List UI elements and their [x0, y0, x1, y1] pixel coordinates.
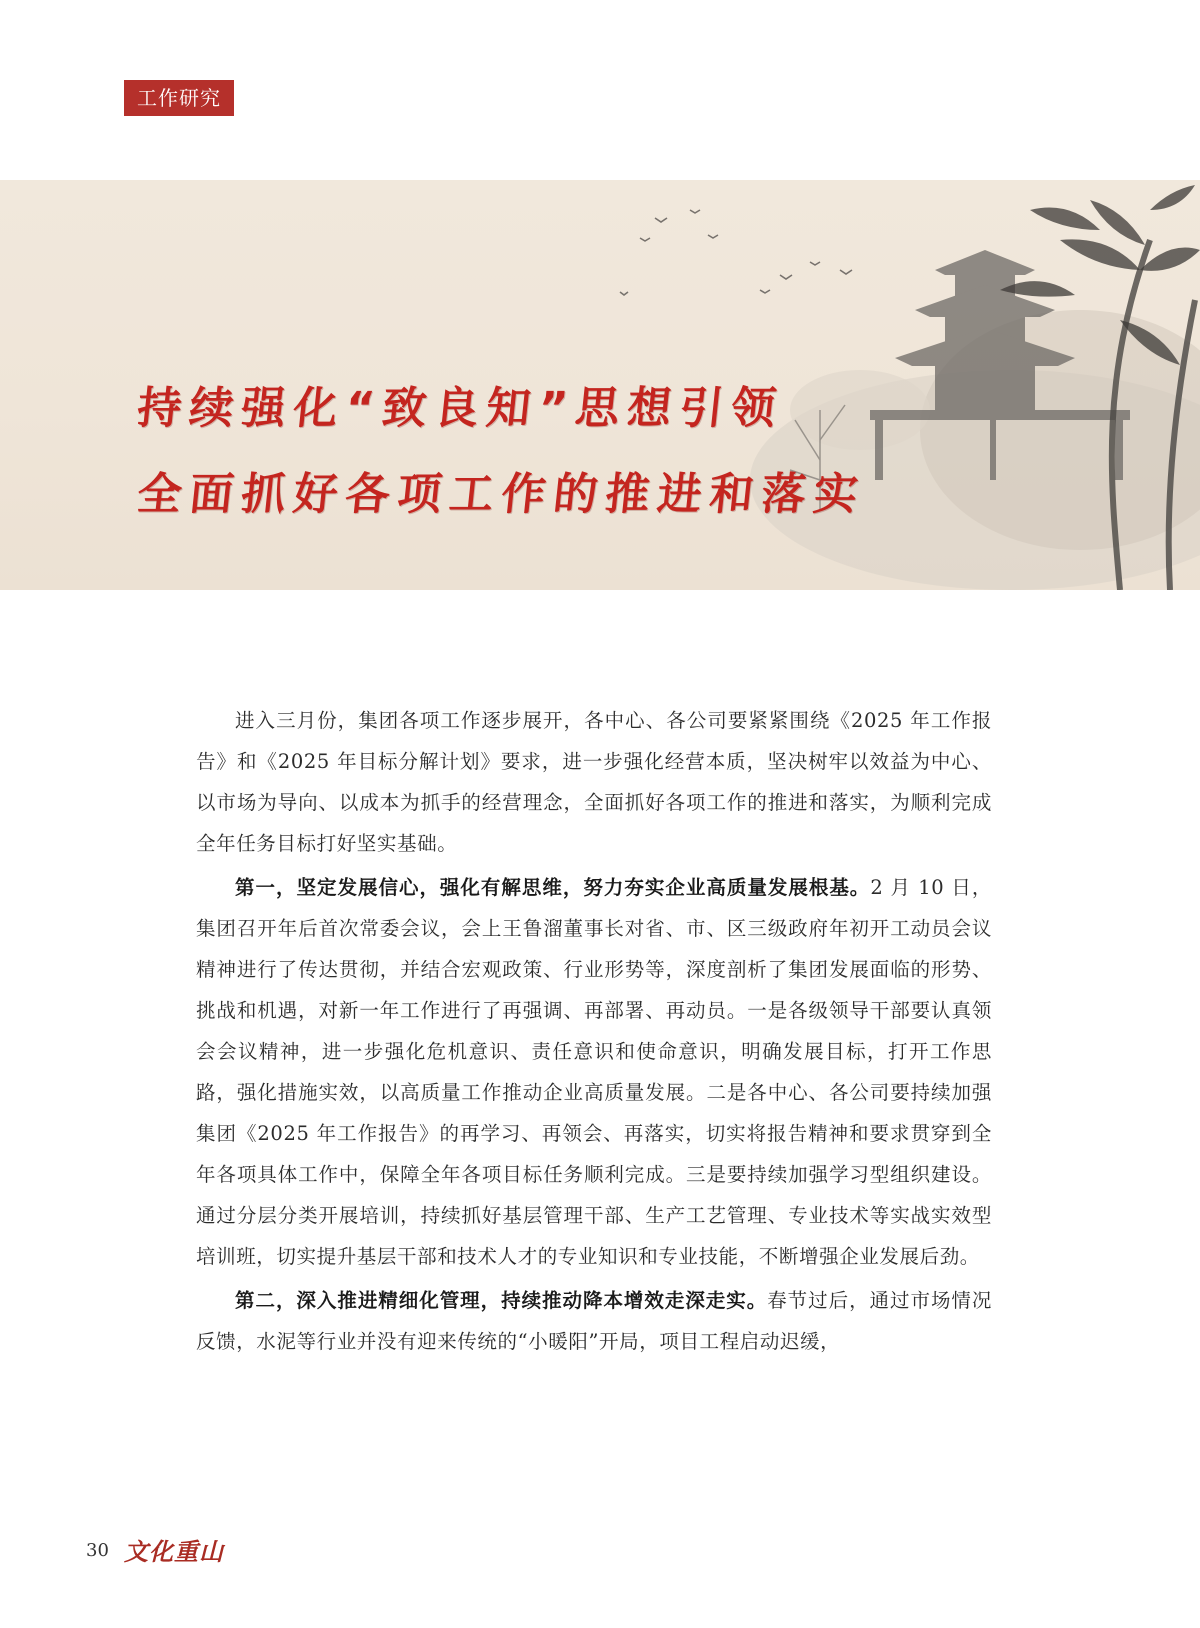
paragraph-lead: 第一，坚定发展信心，强化有解思维，努力夯实企业高质量发展根基。 [235, 876, 871, 899]
article-title-line-1: 持续强化“致良知”思想引领 [134, 383, 787, 434]
paragraph [196, 1280, 992, 1362]
paragraph-text: 2 月 10 日，集团召开年后首次常委会议，会上王鲁溜董事长对省、市、区三级政府年初开工动员会议精神进行了传达贯彻，并结合宏观政策、行业形势等，深度剖析了集团发展面临的形势、挑战和机遇，对新一年工作进行了再强调、再部署、再动员。一是各级领导干部要认真领会会议精神，进一步强化危机意识、责任意识和使命意识，明确发展目标，打开工作思路，强化措施实效，以高质量工作推动企业高质量发展。二是各中心、各公司要持续加强集团《2025 年工作报告》的再学习、再领会、再落实，切实将报告精神和要求贯穿到全年各项具体工作中，保障全年各项目标任务顺利完成。三是要持续加强学习型组织建设。通过分层分类开展培训，持续抓好基层管理干部、生产工艺管理、专业技术等实战实效型培训班，切实提升基层干部和技术人才的专业知识和专业技能，不断增强企业发展后劲。 [196, 876, 992, 1268]
magazine-logo: 文化重山 [124, 1537, 224, 1566]
paragraph [196, 867, 992, 1277]
paragraph-text: 春节过后，通过市场情况反馈，水泥等行业并没有迎来传统的“小暖阳”开局，项目工程启动迟缓， [196, 1289, 992, 1353]
paragraph [196, 700, 992, 864]
header-banner [0, 180, 1200, 590]
paragraph-text: 进入三月份，集团各项工作逐步展开，各中心、各公司要紧紧围绕《2025 年工作报告》和《2025 年目标分解计划》要求，进一步强化经营本质，坚决树牢以效益为中心、以市场为导向、以成本为抓手的经营理念，全面抓好各项工作的推进和落实，为顺利完成全年任务目标打好坚实基础。 [196, 709, 992, 855]
article-title-line-2: 全面抓好各项工作的推进和落实 [134, 469, 869, 520]
section-tag: 工作研究 [124, 80, 234, 116]
page-number: 30 [86, 1540, 109, 1561]
article-body [196, 700, 992, 1365]
paragraph-lead: 第二，深入推进精细化管理，持续推动降本增效走深走实。 [235, 1289, 768, 1312]
